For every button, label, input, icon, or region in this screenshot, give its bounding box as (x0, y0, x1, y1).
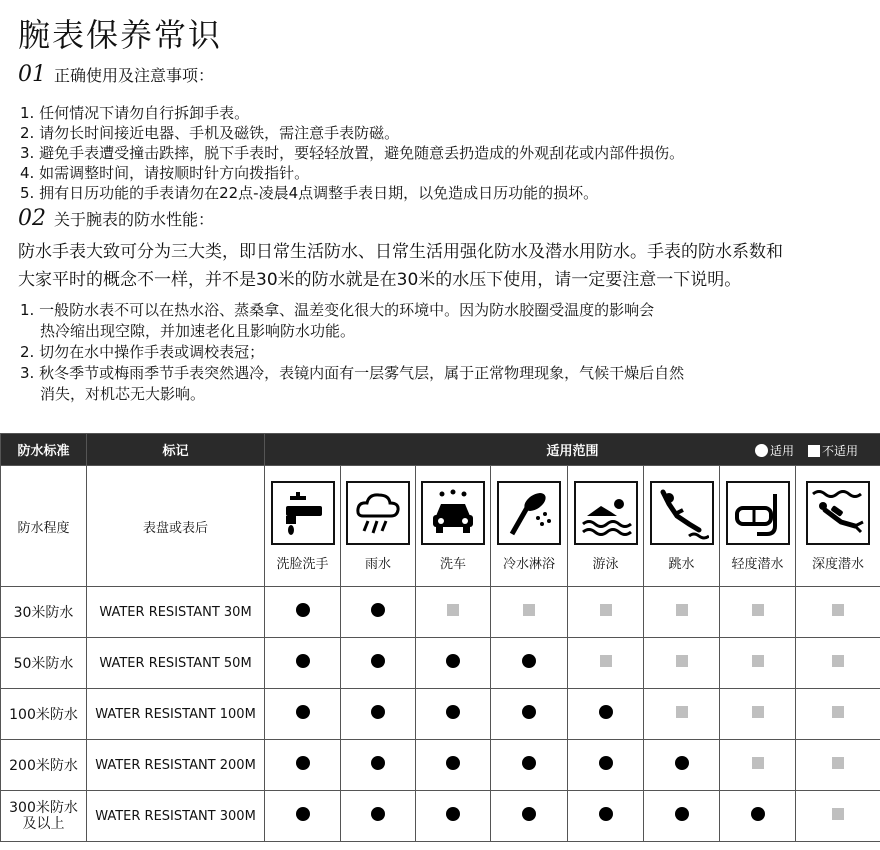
table-row (1, 740, 880, 791)
suitable-dot-icon (371, 756, 385, 770)
suitability-cell (720, 791, 796, 842)
section1-heading (18, 62, 214, 87)
activity-label: 冷水淋浴 (502, 556, 555, 572)
activity-label: 轻度潜水 (731, 556, 784, 572)
suitability-cell (341, 689, 416, 740)
legend-suitable: 适用 (755, 442, 794, 459)
activity-label: 深度潜水 (812, 556, 865, 572)
header-standard: 防水标准 (1, 434, 87, 466)
faucet-icon (271, 481, 335, 545)
suitability-cell (568, 587, 644, 638)
car-wash-icon (421, 481, 485, 545)
suitable-dot-icon (446, 807, 460, 821)
activity-label: 洗脸洗手 (276, 556, 329, 572)
row-level: 100米防水 (1, 689, 87, 740)
suitability-cell (416, 689, 491, 740)
unsuitable-square-icon (600, 604, 612, 616)
suitability-cell (341, 791, 416, 842)
suitability-cell (491, 689, 568, 740)
filled-circle-icon (755, 444, 768, 457)
suitability-cell (720, 638, 796, 689)
section1-item: 2. 请勿长时间接近电器、手机及磁铁，需注意手表防磁。 (20, 124, 400, 142)
suitability-cell (568, 638, 644, 689)
suitability-cell (341, 740, 416, 791)
suitability-cell (341, 638, 416, 689)
unsuitable-square-icon (832, 757, 844, 769)
suitability-cell (265, 689, 341, 740)
row-mark: WATER RESISTANT 300M (87, 791, 265, 842)
row-level: 30米防水 (1, 587, 87, 638)
suitability-cell (644, 740, 720, 791)
unsuitable-square-icon (676, 706, 688, 718)
suitable-dot-icon (371, 654, 385, 668)
suitable-dot-icon (296, 654, 310, 668)
section2-number: 02 (18, 206, 46, 231)
suitable-dot-icon (371, 705, 385, 719)
suitability-cell (796, 638, 880, 689)
row-level: 200米防水 (1, 740, 87, 791)
suitability-cell (416, 638, 491, 689)
suitable-dot-icon (599, 756, 613, 770)
suitability-cell (265, 587, 341, 638)
suitability-cell (644, 587, 720, 638)
table-row (1, 791, 880, 842)
rain-cloud-icon (346, 481, 410, 545)
suitable-dot-icon (522, 705, 536, 719)
suitability-cell (568, 689, 644, 740)
section2-paragraph-line: 大家平时的概念不一样，并不是30米的防水就是在30米的水压下使用，请一定要注意一下说明。 (18, 270, 742, 290)
suitable-dot-icon (751, 807, 765, 821)
water-resistance-table (0, 433, 880, 842)
suitable-dot-icon (675, 807, 689, 821)
suitable-dot-icon (446, 654, 460, 668)
row-mark: WATER RESISTANT 200M (87, 740, 265, 791)
suitability-cell (720, 740, 796, 791)
suitability-cell (796, 740, 880, 791)
suitability-cell (416, 740, 491, 791)
row-level: 50米防水 (1, 638, 87, 689)
section2-heading (18, 206, 214, 231)
section2-list (20, 300, 684, 405)
subheader-mark: 表盘或表后 (87, 466, 265, 587)
suitable-dot-icon (296, 756, 310, 770)
activity-label: 跳水 (668, 556, 695, 572)
suitability-cell (491, 791, 568, 842)
section2-paragraph-line: 防水手表大致可分为三大类，即日常生活防水、日常生活用强化防水及潜水用防水。手表的防水系数和 (18, 242, 783, 262)
activity-label: 游泳 (592, 556, 619, 572)
unsuitable-square-icon (676, 604, 688, 616)
suitability-cell (644, 638, 720, 689)
unsuitable-square-icon (752, 757, 764, 769)
suitability-cell (720, 587, 796, 638)
suitability-cell (491, 740, 568, 791)
suitable-dot-icon (599, 807, 613, 821)
suitability-cell (796, 791, 880, 842)
suitability-cell (644, 791, 720, 842)
suitability-cell (720, 689, 796, 740)
suitability-cell (416, 587, 491, 638)
suitability-cell (265, 638, 341, 689)
shower-icon (497, 481, 561, 545)
table-row (1, 638, 880, 689)
suitable-dot-icon (675, 756, 689, 770)
scuba-diver-icon (806, 481, 870, 545)
suitability-cell (796, 587, 880, 638)
suitability-cell (265, 740, 341, 791)
header-mark: 标记 (87, 434, 265, 466)
header-range (265, 434, 880, 466)
section1-item: 4. 如需调整时间，请按顺时针方向拨指针。 (20, 164, 310, 182)
unsuitable-square-icon (752, 706, 764, 718)
suitable-dot-icon (522, 807, 536, 821)
suitable-dot-icon (522, 756, 536, 770)
table-row (1, 587, 880, 638)
unsuitable-square-icon (676, 655, 688, 667)
suitable-dot-icon (371, 603, 385, 617)
subheader-level: 防水程度 (1, 466, 87, 587)
suitable-dot-icon (296, 705, 310, 719)
row-mark: WATER RESISTANT 50M (87, 638, 265, 689)
row-level: 300米防水 及以上 (1, 791, 87, 842)
suitability-cell (491, 587, 568, 638)
section1-item: 5. 拥有日历功能的手表请勿在22点-凌晨4点调整手表日期，以免造成日历功能的损坏。 (20, 184, 599, 202)
section2-item: 3. 秋冬季节或梅雨季节手表突然遇冷，表镜内面有一层雾气层，属于正常物理现象，气候干燥后自然 (20, 364, 685, 382)
suitability-cell (568, 740, 644, 791)
square-icon (808, 445, 820, 457)
unsuitable-square-icon (752, 655, 764, 667)
section2-item-cont: 消失，对机芯无大影响。 (40, 385, 206, 403)
section1-heading-text: 正确使用及注意事项： (54, 66, 215, 85)
row-mark: WATER RESISTANT 100M (87, 689, 265, 740)
suitable-dot-icon (522, 654, 536, 668)
suitable-dot-icon (296, 603, 310, 617)
unsuitable-square-icon (523, 604, 535, 616)
header-range-label: 适用范围 (546, 444, 599, 459)
unsuitable-square-icon (832, 808, 844, 820)
snorkel-mask-icon (726, 481, 790, 545)
unsuitable-square-icon (600, 655, 612, 667)
suitability-cell (341, 587, 416, 638)
suitable-dot-icon (446, 756, 460, 770)
row-mark: WATER RESISTANT 30M (87, 587, 265, 638)
section2-item: 1. 一般防水表不可以在热水浴、蒸桑拿、温差变化很大的环境中。因为防水胶圈受温度的影响会 (20, 301, 655, 319)
suitability-cell (796, 689, 880, 740)
unsuitable-square-icon (752, 604, 764, 616)
unsuitable-square-icon (832, 655, 844, 667)
legend (755, 442, 858, 459)
unsuitable-square-icon (832, 604, 844, 616)
suitability-cell (265, 791, 341, 842)
section2-item: 2. 切勿在水中操作手表或调校表冠； (20, 343, 265, 361)
section2-paragraph (18, 238, 868, 294)
activity-label: 洗车 (439, 556, 466, 572)
suitable-dot-icon (296, 807, 310, 821)
suitable-dot-icon (446, 705, 460, 719)
section1-item: 3. 避免手表遭受撞击跌摔，脱下手表时，要轻轻放置，避免随意丢扔造成的外观刮花或内部件损伤。 (20, 144, 685, 162)
unsuitable-square-icon (832, 706, 844, 718)
section1-item: 1. 任何情况下请勿自行拆卸手表。 (20, 104, 250, 122)
suitability-cell (416, 791, 491, 842)
suitable-dot-icon (599, 705, 613, 719)
section2-heading-text: 关于腕表的防水性能： (54, 210, 215, 229)
table-row (1, 689, 880, 740)
suitability-cell (568, 791, 644, 842)
suitability-cell (644, 689, 720, 740)
suitable-dot-icon (371, 807, 385, 821)
swimmer-icon (574, 481, 638, 545)
page-title: 腕表保养常识 (18, 16, 223, 54)
activity-label: 雨水 (364, 556, 391, 572)
section2-item-cont: 热冷缩出现空隙，并加速老化且影响防水功能。 (40, 322, 356, 340)
section1-list (20, 103, 684, 203)
unsuitable-square-icon (447, 604, 459, 616)
legend-unsuitable: 不适用 (808, 442, 858, 459)
section1-number: 01 (18, 62, 46, 87)
diver-jump-icon (650, 481, 714, 545)
suitability-cell (491, 638, 568, 689)
